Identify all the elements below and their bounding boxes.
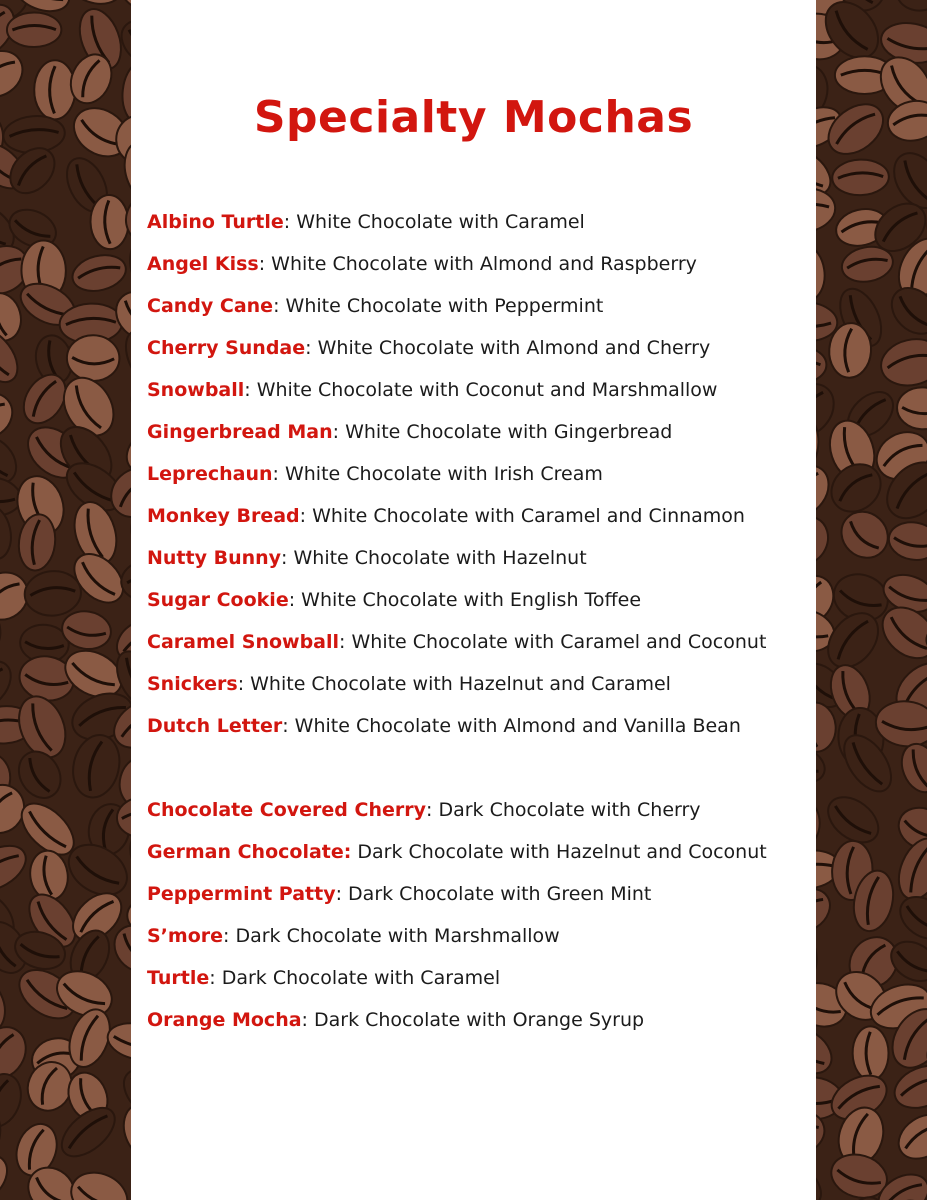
menu-item-name: Dutch Letter (147, 715, 283, 737)
menu-item-name: Monkey Bread (147, 505, 300, 527)
coffee-bean (0, 1146, 16, 1200)
menu-item-description: White Chocolate with English Toffee (301, 589, 642, 611)
menu-item-separator: : (305, 337, 318, 359)
menu-item (147, 459, 812, 501)
menu-item-separator: : (273, 295, 286, 317)
menu-item (147, 669, 812, 711)
menu-item-description: White Chocolate with Hazelnut (293, 547, 587, 569)
coffee-bean (816, 346, 827, 385)
coffee-bean (816, 1019, 840, 1083)
coffee-bean (884, 96, 927, 145)
coffee-bean (816, 1152, 829, 1200)
coffee-bean (890, 0, 927, 17)
coffee-bean (0, 1068, 29, 1134)
menu-item-description: White Chocolate with Almond and Vanilla Bean (294, 715, 741, 737)
coffee-bean (819, 94, 893, 164)
menu-item-name: Orange Mocha (147, 1009, 302, 1031)
coffee-bean (886, 518, 927, 563)
menu-item-description: White Chocolate with Gingerbread (345, 421, 673, 443)
menu-item-name: Turtle (147, 967, 210, 989)
menu-item (147, 585, 812, 627)
menu-item-name: Nutty Bunny (147, 547, 282, 569)
coffee-bean (816, 185, 838, 236)
menu-item (147, 333, 812, 375)
menu-item-name: Caramel Snowball (147, 631, 340, 653)
menu-item-separator: : (223, 925, 236, 947)
menu-item-name: Snickers (147, 673, 238, 695)
menu-item-separator: : (258, 253, 272, 275)
coffee-bean (69, 250, 130, 296)
menu-item-description: Dark Chocolate with Cherry (438, 799, 701, 821)
coffee-bean (890, 1106, 927, 1168)
coffee-bean (0, 42, 31, 106)
coffee-beans-right-border (816, 0, 927, 1200)
coffee-bean (832, 159, 890, 197)
menu-item-description: Dark Chocolate with Hazelnut and Coconut (357, 841, 767, 863)
coffee-bean (896, 386, 927, 430)
menu-item-separator: : (299, 505, 313, 527)
coffee-beans-left-border (0, 0, 131, 1200)
section-gap (147, 753, 812, 795)
menu-item-description: White Chocolate with Peppermint (285, 295, 604, 317)
menu-item (147, 795, 812, 837)
white-chocolate-section (147, 207, 812, 753)
coffee-bean (0, 384, 21, 447)
menu-item-description: White Chocolate with Caramel (296, 211, 585, 233)
coffee-bean (23, 569, 83, 619)
coffee-bean (7, 12, 62, 47)
coffee-bean (119, 58, 131, 125)
dark-chocolate-section (147, 795, 812, 1047)
menu-item (147, 627, 812, 669)
coffee-bean (27, 848, 71, 902)
page-title: Specialty Mochas (253, 92, 694, 143)
coffee-bean (816, 240, 829, 304)
coffee-bean (895, 738, 927, 798)
coffee-bean (876, 333, 927, 391)
menu-item-description: White Chocolate with Irish Cream (284, 463, 603, 485)
menu-item-separator: : (281, 547, 294, 569)
menu-item (147, 879, 812, 921)
menu-item-separator: : (425, 799, 439, 821)
menu-item (147, 837, 812, 879)
menu-item (147, 921, 812, 963)
menu-item (147, 291, 812, 333)
mocha-menu-list (147, 207, 812, 1047)
coffee-bean (116, 1098, 131, 1166)
menu-item-separator: : (339, 631, 352, 653)
menu-item-separator: : (283, 211, 297, 233)
coffee-bean (892, 888, 927, 947)
coffee-bean (111, 0, 131, 19)
menu-item-name: Chocolate Covered Cherry (147, 799, 426, 821)
menu-item-description: Dark Chocolate with Orange Syrup (314, 1009, 645, 1031)
menu-item-name: Snowball (147, 379, 245, 401)
menu-item-name: Sugar Cookie (147, 589, 289, 611)
menu-item-separator: : (244, 379, 257, 401)
menu-item-separator: : (237, 673, 251, 695)
menu-item-description: White Chocolate with Caramel and Cinnamon (312, 505, 745, 527)
coffee-bean (66, 334, 120, 381)
menu-item-separator: : (301, 1009, 314, 1031)
coffee-bean (816, 921, 822, 985)
menu-item-name: German Chocolate: (147, 841, 352, 863)
menu-item-separator: : (282, 715, 295, 737)
menu-item (147, 375, 812, 417)
menu-item-separator: : (288, 589, 302, 611)
coffee-bean (816, 509, 836, 571)
menu-item-description: Dark Chocolate with Marshmallow (235, 925, 560, 947)
coffee-bean (852, 1026, 889, 1080)
menu-item (147, 207, 812, 249)
menu-item-name: Peppermint Patty (147, 883, 336, 905)
coffee-bean (34, 60, 76, 120)
menu-item-name: Cherry Sundae (147, 337, 306, 359)
coffee-bean (0, 837, 33, 900)
menu-item-name: Leprechaun (147, 463, 273, 485)
coffee-bean (816, 701, 838, 754)
coffee-bean (64, 1164, 131, 1200)
coffee-bean (2, 139, 64, 201)
menu-item-description: White Chocolate with Almond and Cherry (317, 337, 711, 359)
menu-item-separator: : (272, 463, 285, 485)
menu-item-description: White Chocolate with Hazelnut and Caramel (250, 673, 671, 695)
coffee-beans-image (0, 0, 131, 1200)
coffee-bean (816, 880, 838, 941)
menu-item-description: White Chocolate with Coconut and Marshmallow (256, 379, 718, 401)
menu-item-name: S’more (147, 925, 224, 947)
menu-item-description: White Chocolate with Almond and Raspberry (271, 253, 697, 275)
menu-item-name: Albino Turtle (147, 211, 284, 233)
menu-item-description: White Chocolate with Caramel and Coconut (351, 631, 767, 653)
menu-item-separator: : (335, 883, 349, 905)
menu-item-name: Gingerbread Man (147, 421, 333, 443)
menu-item (147, 963, 812, 1005)
coffee-bean (832, 502, 897, 567)
menu-item (147, 417, 812, 459)
menu-item (147, 711, 812, 753)
coffee-bean (816, 798, 820, 847)
menu-item-separator: : (209, 967, 222, 989)
menu-item (147, 249, 812, 291)
coffee-bean (0, 1195, 11, 1200)
menu-item-description: Dark Chocolate with Caramel (221, 967, 501, 989)
coffee-beans-image (816, 0, 927, 1200)
menu-item-name: Candy Cane (147, 295, 274, 317)
menu-item (147, 1005, 812, 1047)
menu-item-name: Angel Kiss (147, 253, 259, 275)
menu-item-separator: : (332, 421, 346, 443)
coffee-bean (90, 194, 130, 249)
menu-page (131, 0, 816, 1200)
menu-item (147, 543, 812, 585)
menu-item (147, 501, 812, 543)
menu-item-description: Dark Chocolate with Green Mint (348, 883, 652, 905)
